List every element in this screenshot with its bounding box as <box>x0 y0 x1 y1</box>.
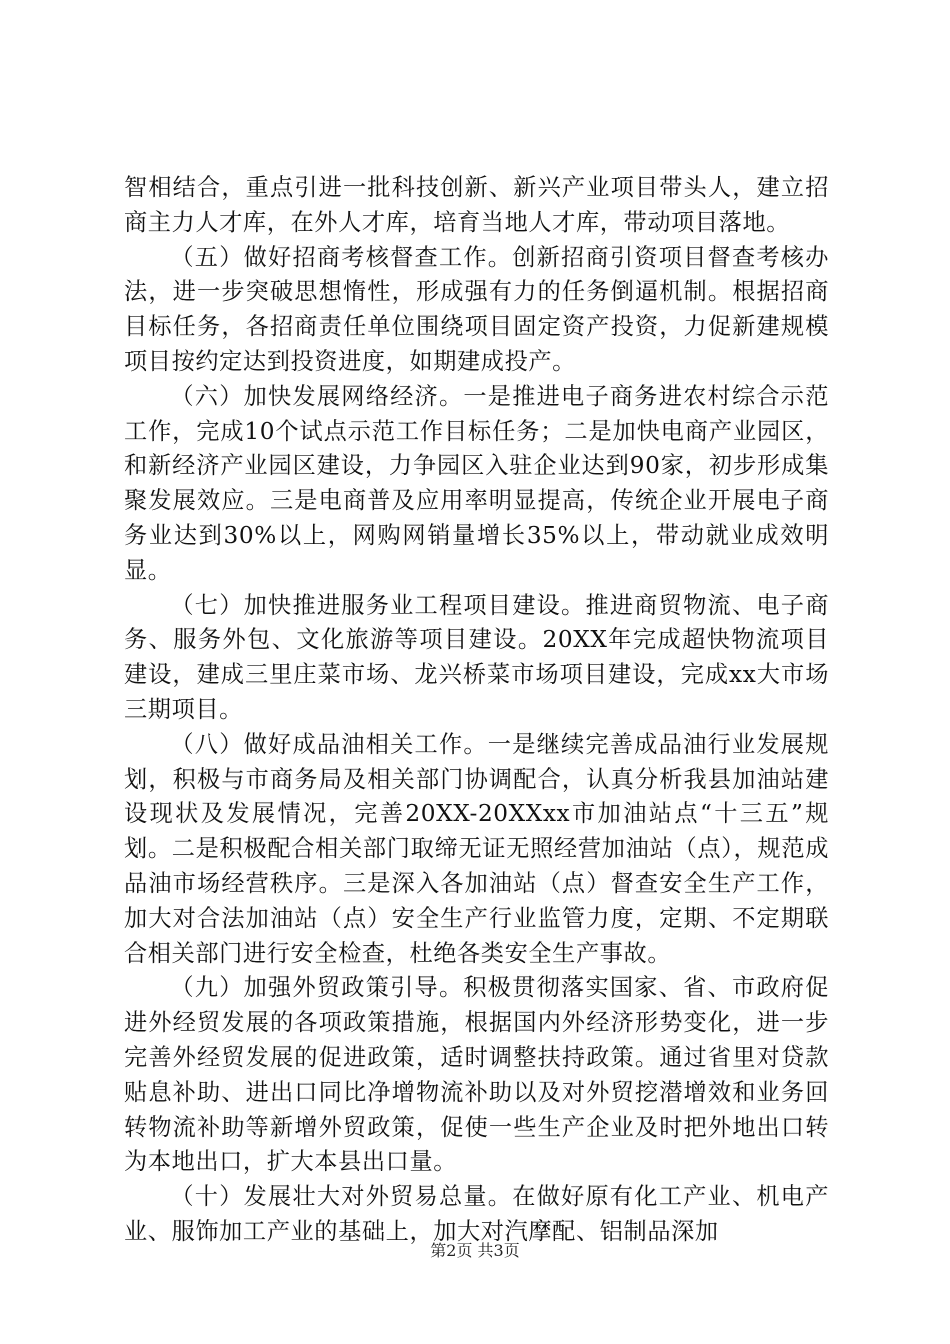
page-footer <box>0 1241 950 1261</box>
paragraph-section-8: （八）做好成品油相关工作。一是继续完善成品油行业发展规划，积极与市商务局及相关部门协调配合，认真分析我县加油站建设现状及发展情况，完善20XX-20XXxx市加油站点“十三五”规划。二是积极配合相关部门取缔无证无照经营加油站（点），规范成品油市场经营秩序。三是深入各加油站（点）督查安全生产工作，加大对合法加油站（点）安全生产行业监管力度，定期、不定期联合相关部门进行安全检查，杜绝各类安全生产事故。 <box>124 730 829 967</box>
paragraph-section-5: （五）做好招商考核督查工作。创新招商引资项目督查考核办法，进一步突破思想惰性，形成强有力的任务倒逼机制。根据招商目标任务，各招商责任单位围绕项目固定资产投资，力促新建规模项目按约定达到投资进度，如期建成投产。 <box>124 243 829 375</box>
paragraph-section-10: （十）发展壮大对外贸易总量。在做好原有化工产业、机电产业、服饰加工产业的基础上，加大对汽摩配、铝制品深加 <box>124 1183 829 1245</box>
paragraph-section-6: （六）加快发展网络经济。一是推进电子商务进农村综合示范工作，完成10个试点示范工作目标任务；二是加快电商产业园区，和新经济产业园区建设，力争园区入驻企业达到90家，初步形成集聚发展效应。三是电商普及应用率明显提高，传统企业开展电子商务业达到30%以上，网购网销量增长35%以上，带动就业成效明显。 <box>124 382 829 584</box>
document-body <box>124 171 829 1250</box>
paragraph-continuation: 智相结合，重点引进一批科技创新、新兴产业项目带头人，建立招商主力人才库，在外人才库，培育当地人才库，带动项目落地。 <box>124 174 829 236</box>
paragraph-section-7: （七）加快推进服务业工程项目建设。推进商贸物流、电子商务、服务外包、文化旅游等项目建设。20XX年完成超快物流项目建设，建成三里庄菜市场、龙兴桥菜市场项目建设，完成xx大市场三期项目。 <box>124 591 829 723</box>
paragraph-section-9: （九）加强外贸政策引导。积极贯彻落实国家、省、市政府促进外经贸发展的各项政策措施，根据国内外经济形势变化，进一步完善外经贸发展的促进政策，适时调整扶持政策。通过省里对贷款贴息补助、进出口同比净增物流补助以及对外贸挖潜增效和业务回转物流补助等新增外贸政策，促使一些生产企业及时把外地出口转为本地出口，扩大本县出口量。 <box>124 974 829 1176</box>
page-indicator: 第2页 共3页 <box>430 1241 520 1260</box>
